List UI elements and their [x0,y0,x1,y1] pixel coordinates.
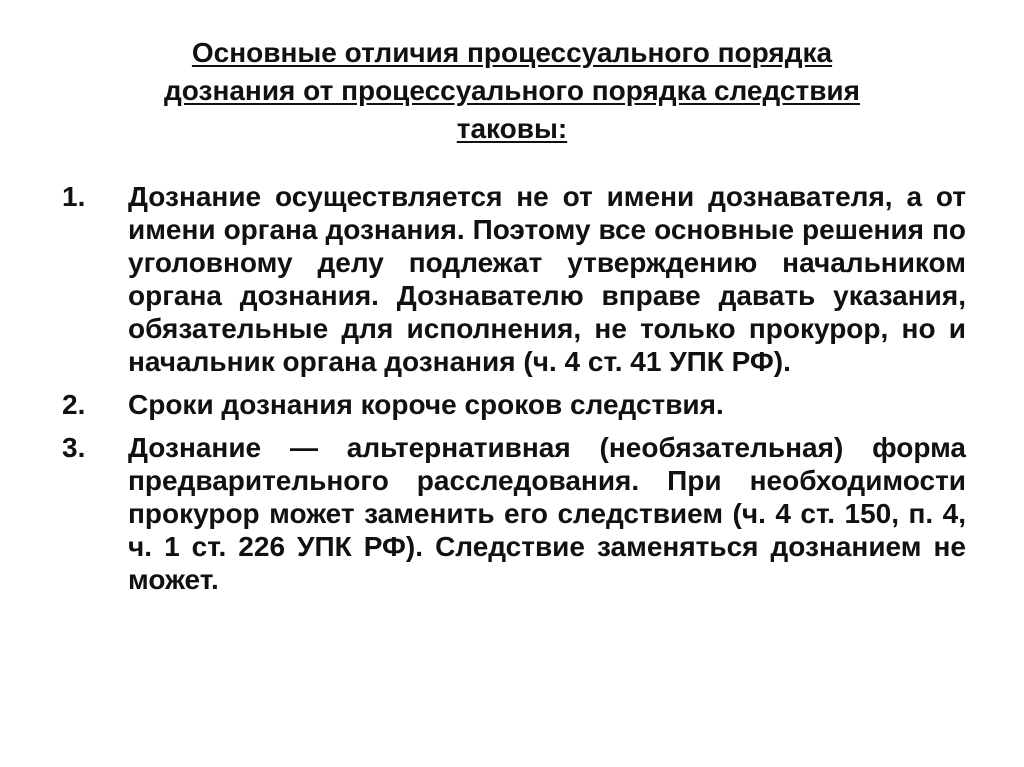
title-line-3: таковы: [456,113,568,144]
slide-title [60,34,964,148]
list-item [62,388,966,421]
list-item-number: 1. [62,181,86,212]
numbered-list [62,180,966,606]
list-item-text: Дознание осуществляется не от имени дознавателя, а от имени органа дознания. Поэтому все основные решения по уголовному делу подлежат утверждению начальником органа дознания. Дознавателю вправе давать указания, обязательные для исполнения, не только прокурор, но и начальник органа дознания (ч. 4 ст. 41 УПК РФ). [128,181,966,377]
list-item-text: Дознание — альтернативная (необязательная) форма предварительного расследования. При необходимости прокурор может заменить его следствием (ч. 4 ст. 150, п. 4, ч. 1 ст. 226 УПК РФ). Следствие заменяться дознанием не может. [128,432,966,595]
list-item [62,180,966,378]
list-item-number: 3. [62,432,86,463]
title-line-1: Основные отличия процессуального порядка [191,37,833,68]
title-line-2: дознания от процессуального порядка следствия [164,75,860,106]
list-item [62,431,966,596]
list-item-text: Сроки дознания короче сроков следствия. [128,389,724,420]
list-item-number: 2. [62,389,86,420]
